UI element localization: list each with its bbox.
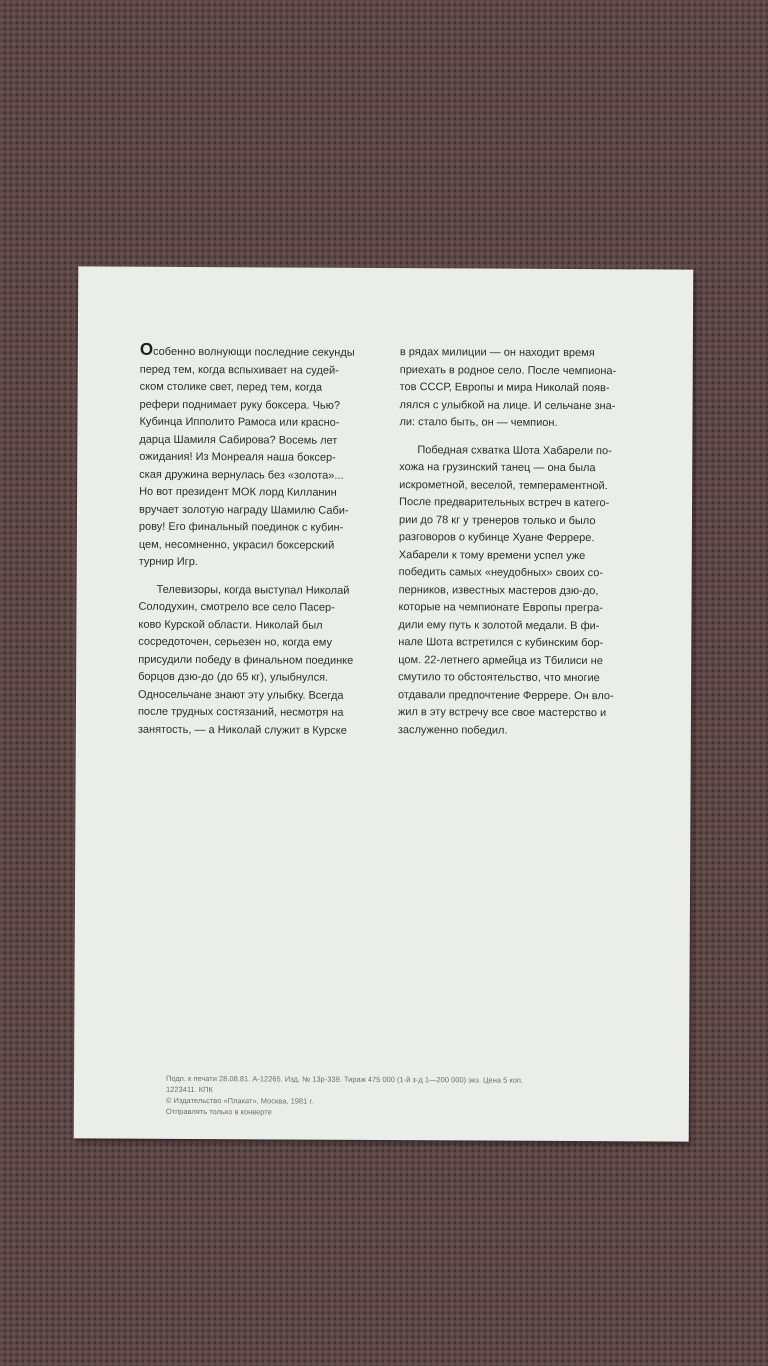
left-text-column bbox=[137, 339, 380, 750]
postcard-back bbox=[74, 266, 694, 1141]
imprint-line-code: 1223411. КПК bbox=[165, 1084, 213, 1095]
paragraph-solodukhin-continued: в рядах милиции — он находит время приехать в родное село. После чемпиона- тов СССР, Европы и мира Николай появ- лялся с улыбкой на лице. И сельчане зна- ли: стало быть, он — чемпион. bbox=[399, 346, 617, 429]
imprint-line-publisher: © Издательство «Плакат», Москва, 1981 г. bbox=[165, 1095, 314, 1106]
paragraph-boxing bbox=[138, 339, 380, 573]
paragraph-boxing-text: собенно волнующи последние секунды перед тем, когда вспыхивает на судей- ском столике свет, перед тем, когда рефери поднимает руку боксера. Чью? Кубинца Ипполито Рамоса или красно- дарца Шамиля Сабирова? Восемь лет ожидания! Из Монреаля наша боксер- ская дружина вернулась без «золота»... Но вот президент МОК лорд Килланин вручает золотую награду Шамилю Саби- рову! Его финальный поединок с кубин- цем, несомненно, украсил боксерский турнир Игр. bbox=[138, 345, 355, 569]
paragraph-khabareli: Победная схватка Шота Хабарели по- хожа на грузинский танец — она была искрометной, веселой, темпераментной. После предварительных встреч в катего- рии до 78 кг у тренеров только и было разговоров о кубинце Хуане Феррере. Хабарели к тому времени успел уже победить самых «неудобных» своих со- перников, известных мастеров дзю-до, которые на чемпионате Европы прегра- дили ему путь к золотой медали. В фи- нале Шота встретился с кубинским бор- цом. 22-летнего армейца из Тбилиси не смутило то обстоятельство, что многие отдавали предпочтение Феррере. Он вло- жил в эту встречу все свое мастерство и заслуженно победил. bbox=[397, 443, 614, 737]
drop-cap: О bbox=[139, 339, 154, 359]
imprint-line-print-info: Подп. к печати 28.08.81. А-12265. Изд. № 13р-339. Тираж 475 000 (1-й з-д 1—200 000) экз. Цена 5 коп. bbox=[166, 1073, 524, 1085]
right-text-column bbox=[398, 344, 642, 750]
imprint-line-mailing-note: Отправлять только в конверте bbox=[165, 1106, 272, 1117]
paragraph-judo-solodukhin: Телевизоры, когда выступал Николай Солодухин, смотрело все село Пасер- ково Курской области. Николай был сосредоточен, серьезен но, когда ему присудили победу в финальном поединке борцов дзю-до (до 65 кг), улыбнулся. Односельчане знают эту улыбку. Всегда после трудных состязаний, несмотря на занятость, — а Николай служит в Курске bbox=[137, 583, 354, 737]
publisher-imprint bbox=[166, 1073, 626, 1119]
